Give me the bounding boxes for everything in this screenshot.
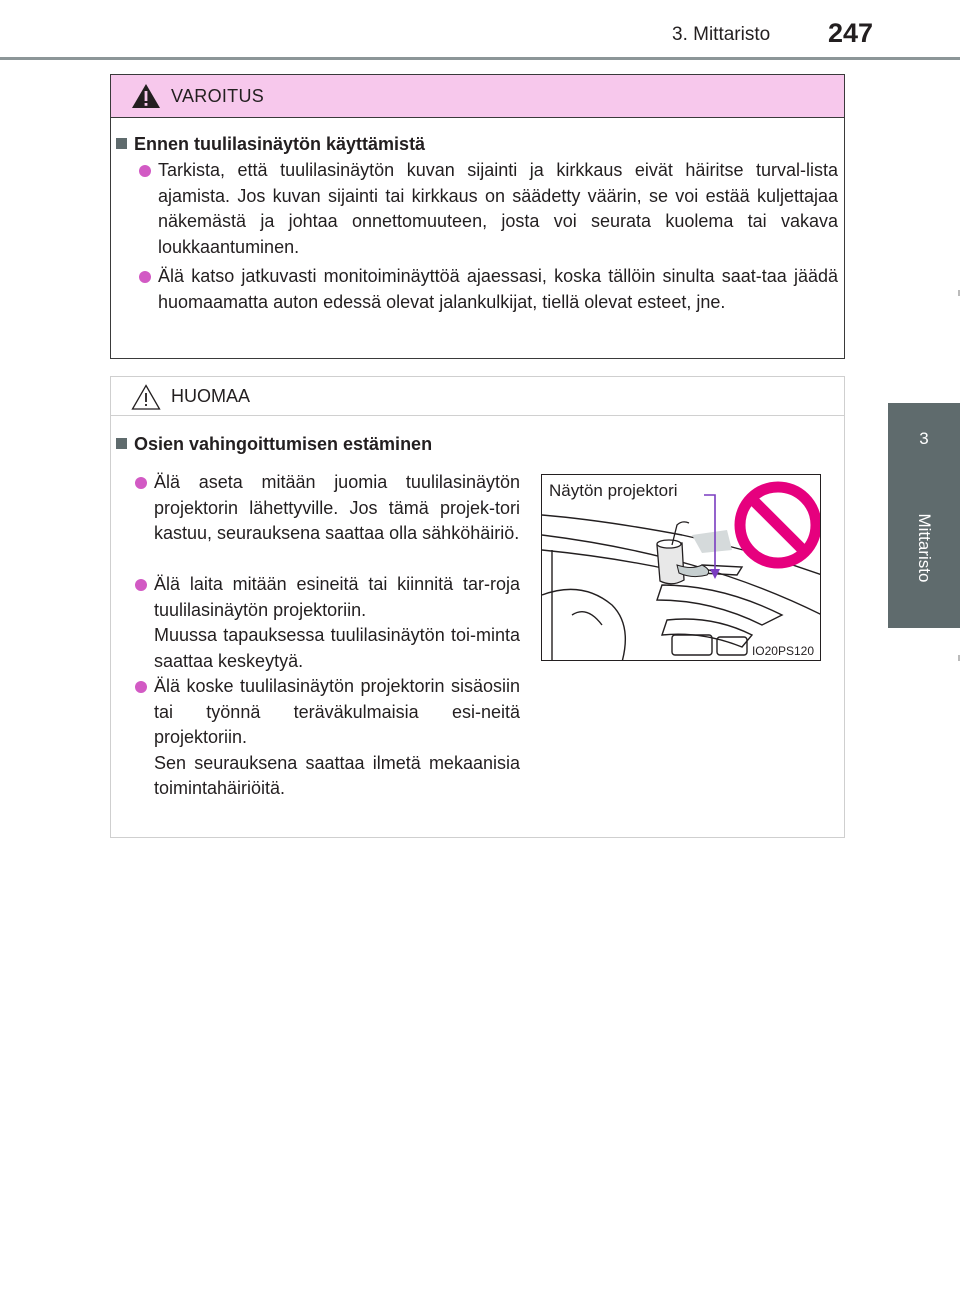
chapter-number: 3 bbox=[919, 429, 929, 448]
chapter-label: Mittaristo bbox=[915, 513, 934, 583]
notice-bullet bbox=[154, 674, 520, 802]
notice-bullet-text: Älä laita mitään esineitä tai kiinnitä tar-roja tuulilasinäytön projektoriin. bbox=[154, 574, 520, 620]
bullet-dot-icon bbox=[135, 579, 147, 591]
notice-title: HUOMAA bbox=[171, 386, 251, 406]
warning-subheading-text: Ennen tuulilasinäytön käyttämistä bbox=[134, 134, 426, 154]
notice-bullet-continuation: Muussa tapauksessa tuulilasinäytön toi-minta saattaa keskeytyä. bbox=[154, 625, 520, 671]
notice-bullet-text: Älä koske tuulilasinäytön projektorin sisäosiin tai työnnä teräväkulmaisia esi-neitä projektoriin. bbox=[154, 676, 520, 747]
warning-triangle-icon bbox=[131, 83, 161, 109]
warning-bullet bbox=[158, 158, 838, 260]
notice-header bbox=[111, 377, 844, 416]
bullet-dot-icon bbox=[139, 271, 151, 283]
notice-bullet bbox=[154, 470, 520, 547]
bullet-dot-icon bbox=[135, 681, 147, 693]
warning-title: VAROITUS bbox=[171, 86, 265, 106]
warning-bullet-text: Älä katso jatkuvasti monitoiminäyttöä ajaessasi, koska tällöin sinulta saat-taa jäädä huomaamatta auton edessä olevat jalankulkijat, tiellä olevat esteet, jne. bbox=[158, 266, 838, 312]
notice-subheading-text: Osien vahingoittumisen estäminen bbox=[134, 434, 433, 454]
section-title: 3. Mittaristo bbox=[672, 24, 771, 45]
bullet-dot-icon bbox=[135, 477, 147, 489]
illustration-code: IO20PS120 bbox=[751, 644, 814, 658]
warning-bullet bbox=[158, 264, 838, 315]
square-bullet-icon bbox=[116, 438, 127, 449]
page-number: 247 bbox=[828, 18, 874, 48]
square-bullet-icon bbox=[116, 138, 127, 149]
header-divider bbox=[0, 57, 960, 60]
bullet-dot-icon bbox=[139, 165, 151, 177]
warning-subheading bbox=[116, 134, 425, 155]
notice-subheading bbox=[116, 434, 432, 455]
warning-header bbox=[111, 75, 844, 118]
dashboard-drawing bbox=[542, 475, 821, 661]
caution-triangle-icon bbox=[131, 384, 161, 410]
warning-bullet-text: Tarkista, että tuulilasinäytön kuvan sijainti ja kirkkaus eivät häiritse turval-lista ajamista. Jos kuvan sijainti tai kirkkaus on säädetty väärin, se voi estää kuljettajaa näkemästä ja johtaa onnettomuuteen, josta voi seurata kuolema tai vakava loukkaantuminen. bbox=[158, 160, 838, 257]
notice-bullet-continuation: Sen seurauksena saattaa ilmetä mekaanisia toimintahäiriöitä. bbox=[154, 752, 520, 798]
projector-callout: Näytön projektori bbox=[549, 481, 678, 500]
notice-bullet-text: Älä aseta mitään juomia tuulilasinäytön projektorin lähettyville. Jos tämä projek-tori kastuu, seurauksena saattaa olla sähköhäiriö. bbox=[154, 472, 520, 543]
projector-illustration bbox=[541, 474, 821, 661]
notice-bullet bbox=[154, 572, 520, 674]
